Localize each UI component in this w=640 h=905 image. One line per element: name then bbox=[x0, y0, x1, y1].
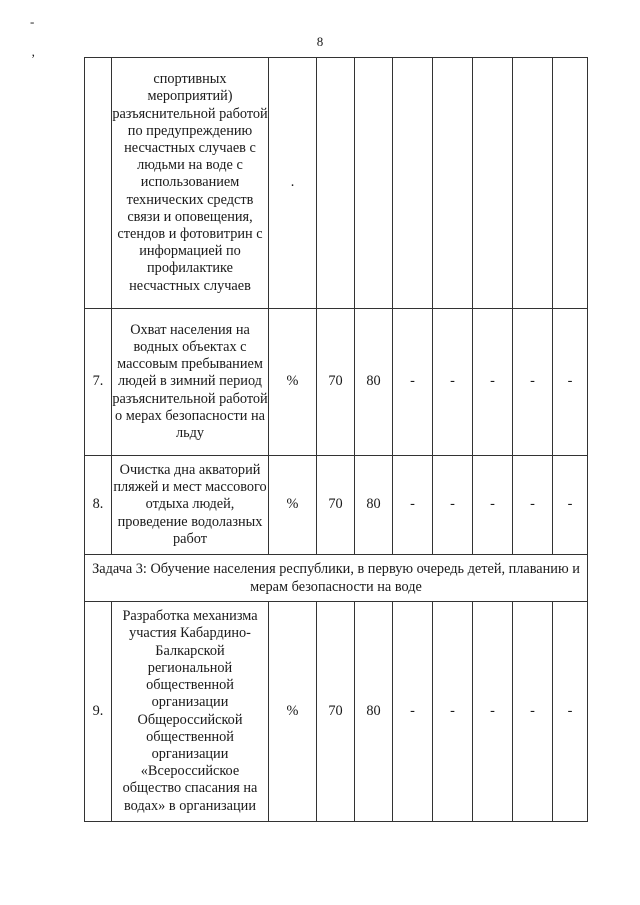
row-value: - bbox=[433, 602, 473, 822]
row-value: - bbox=[553, 602, 588, 822]
row-number bbox=[85, 58, 112, 309]
row-unit: % bbox=[269, 456, 317, 555]
row-value bbox=[553, 58, 588, 309]
indicators-table bbox=[84, 57, 588, 822]
row-value: 70 bbox=[317, 602, 355, 822]
row-value: - bbox=[473, 602, 513, 822]
row-value: 80 bbox=[355, 309, 393, 456]
page-number: 8 bbox=[316, 34, 324, 49]
row-value: - bbox=[433, 456, 473, 555]
row-value: - bbox=[553, 456, 588, 555]
task-heading: Задача 3: Обучение населения республики, в первую очередь детей, плаванию и мерам безопасности на воде bbox=[85, 555, 588, 602]
row-value bbox=[355, 58, 393, 309]
row-value: - bbox=[513, 456, 553, 555]
row-value: - bbox=[393, 602, 433, 822]
table-row bbox=[85, 309, 588, 456]
row-value bbox=[317, 58, 355, 309]
row-description: Разработка механизма участия Кабардино-Балкарской региональной общественной организации Общероссийской общественной организации «Всероссийское общество спасания на водах» в организации bbox=[112, 602, 269, 822]
row-value: 70 bbox=[317, 456, 355, 555]
row-unit: % bbox=[269, 309, 317, 456]
task-heading-row bbox=[85, 555, 588, 602]
row-value bbox=[393, 58, 433, 309]
table-row bbox=[85, 456, 588, 555]
row-value: - bbox=[513, 602, 553, 822]
row-value: - bbox=[513, 309, 553, 456]
row-number: 9. bbox=[85, 602, 112, 822]
row-value: - bbox=[393, 309, 433, 456]
row-value bbox=[433, 58, 473, 309]
row-value: 80 bbox=[355, 602, 393, 822]
table-row bbox=[85, 602, 588, 822]
row-value: 70 bbox=[317, 309, 355, 456]
margin-mark-bottom: ’ bbox=[31, 51, 36, 66]
row-value bbox=[473, 58, 513, 309]
row-value: - bbox=[433, 309, 473, 456]
row-description: спортивных мероприятий) разъяснительной работой по предупреждению несчастных случаев с людьми на воде с использованием технических средств связи и оповещения, стендов и фотовитрин с информацией по профилактике несчастных случаев bbox=[112, 58, 269, 309]
margin-mark-top: - bbox=[30, 14, 35, 29]
row-value: 80 bbox=[355, 456, 393, 555]
row-value: - bbox=[473, 309, 513, 456]
row-value: - bbox=[473, 456, 513, 555]
row-unit: . bbox=[269, 58, 317, 309]
row-value bbox=[513, 58, 553, 309]
row-unit: % bbox=[269, 602, 317, 822]
row-value: - bbox=[553, 309, 588, 456]
row-description: Охват населения на водных объектах с массовым пребыванием людей в зимний период разъяснительной работой о мерах безопасности на льду bbox=[112, 309, 269, 456]
row-number: 7. bbox=[85, 309, 112, 456]
row-number: 8. bbox=[85, 456, 112, 555]
row-description: Очистка дна акваторий пляжей и мест массового отдыха людей, проведение водолазных работ bbox=[112, 456, 269, 555]
row-value: - bbox=[393, 456, 433, 555]
table-row bbox=[85, 58, 588, 309]
